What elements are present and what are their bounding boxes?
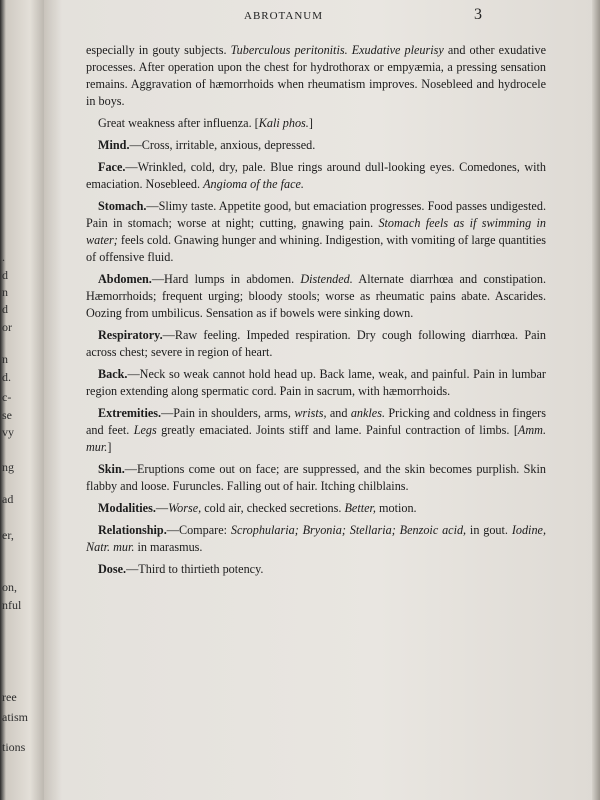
body-text: — xyxy=(155,501,169,515)
body-text: —Wrinkled, cold, dry, pale. Blue rings around dull-looking eyes. Comedones, with emaciation. Nosebleed. xyxy=(86,160,546,191)
section-heading: Skin. xyxy=(98,462,125,476)
body-text: ] xyxy=(107,440,112,454)
previous-page-text-fragment: d xyxy=(2,302,8,316)
body-text: —Pain in shoulders, arms, xyxy=(161,406,295,420)
previous-page-text-fragment: atism xyxy=(2,710,28,724)
previous-page-text-fragment: c- xyxy=(2,390,12,404)
body-text: motion. xyxy=(375,501,417,515)
paragraph xyxy=(86,198,546,266)
body-text: —Third to thirtieth potency. xyxy=(126,562,264,576)
body-text: cold air, checked secretions. xyxy=(201,501,345,515)
body-text: Pricking and coldness in fingers and feet. xyxy=(86,406,546,437)
body-text: ] xyxy=(308,116,313,130)
body-text: —Slimy taste. Appetite good, but emaciation progresses. Food passes undigested. Pain in stomach; worse at night; cutting, gnawing pain. xyxy=(86,199,546,230)
previous-page-text-fragment: ree xyxy=(2,690,17,704)
paragraph xyxy=(86,271,546,322)
body-text: and other exudative processes. After operation upon the chest for hydrothorax or empyæmia, a pressing sensation remains. Aggravation of hæmorrhoids when rheumatism improves. Nosebleed and hydrocele in boys. xyxy=(86,43,546,108)
body-text: in marasmus. xyxy=(134,540,203,554)
previous-page-text-fragment: n xyxy=(2,285,8,299)
body-text: —Hard lumps in abdomen. xyxy=(151,272,301,286)
italic-text: Angioma of the face. xyxy=(203,177,304,191)
previous-page-text-fragment: ad xyxy=(2,492,14,506)
paragraph xyxy=(86,42,546,110)
section-heading: Mind. xyxy=(98,138,130,152)
section-heading: Dose. xyxy=(98,562,127,576)
body-text: —Compare: xyxy=(166,523,231,537)
running-head: ABROTANUM xyxy=(244,10,324,22)
body-text: —Cross, irritable, anxious, depressed. xyxy=(129,138,316,152)
body-text: —Raw feeling. Impeded respiration. Dry cough following diarrhœa. Pain across chest; severe in region of heart. xyxy=(86,328,546,359)
previous-page-text-fragment: d. xyxy=(2,370,11,384)
paragraph xyxy=(86,366,546,400)
body-text: in gout. xyxy=(466,523,512,537)
paragraph xyxy=(86,405,546,456)
body-text: and xyxy=(326,406,351,420)
italic-text: ankles. xyxy=(350,406,386,420)
body-text: especially in gouty subjects. xyxy=(86,43,231,57)
page-number: 3 xyxy=(474,6,482,23)
paragraph xyxy=(86,159,546,193)
previous-page-text-fragment: er, xyxy=(2,528,14,542)
paragraph xyxy=(86,115,546,132)
previous-page-text-fragment: nful xyxy=(2,598,22,612)
section-heading: Face. xyxy=(98,160,126,174)
italic-text: Distended. xyxy=(300,272,353,286)
body-text: feels cold. Gnawing hunger and whining. Indigestion, with vomiting of large quantities of offensive fluid. xyxy=(86,233,546,264)
previous-page-text-fragment: or xyxy=(2,320,12,334)
paragraph xyxy=(86,500,546,517)
previous-page-text-fragment: vy xyxy=(2,425,14,439)
page-fore-edge xyxy=(592,0,600,800)
section-heading: Respiratory. xyxy=(98,328,163,342)
page-body xyxy=(86,42,546,583)
section-heading: Extremities. xyxy=(98,406,162,420)
previous-page-text-fragment: . xyxy=(2,250,5,264)
italic-text: Iodine, Natr. mur. xyxy=(86,523,546,554)
section-heading: Back. xyxy=(98,367,128,381)
italic-text: Worse, xyxy=(168,501,202,515)
italic-text: Better, xyxy=(344,501,376,515)
italic-text: Kali phos. xyxy=(258,116,309,130)
paragraph xyxy=(86,327,546,361)
body-text: Alternate diarrhœa and constipation. Hæmorrhoids; frequent urging; bloody stools; worse as rheumatic pains abate. Ascarides. Oozing from umbilicus. Sensation as if bowels were sinking down. xyxy=(86,272,546,320)
paragraph xyxy=(86,561,546,578)
body-text: —Neck so weak cannot hold head up. Back lame, weak, and painful. Pain in lumbar region extending along spermatic cord. Pain in sacrum, with hæmorrhoids. xyxy=(86,367,546,398)
paragraph xyxy=(86,137,546,154)
body-text: Great weakness after influenza. [ xyxy=(98,116,259,130)
paragraph xyxy=(86,461,546,495)
paragraph xyxy=(86,522,546,556)
previous-page-text-fragment: n xyxy=(2,352,8,366)
previous-page-edge xyxy=(0,0,44,800)
italic-text: Tuberculous peritonitis. Exudative pleurisy xyxy=(230,43,444,57)
body-text: greatly emaciated. Joints stiff and lame. Painful contraction of limbs. [ xyxy=(156,423,518,437)
italic-text: Stomach feels as if swimming in water; xyxy=(86,216,546,247)
book-page xyxy=(44,0,600,800)
section-heading: Relationship. xyxy=(98,523,167,537)
section-heading: Modalities. xyxy=(98,501,156,515)
previous-page-text-fragment: ng xyxy=(2,460,14,474)
italic-text: Amm. mur. xyxy=(86,423,546,454)
previous-page-text-fragment: d xyxy=(2,268,8,282)
previous-page-text-fragment: se xyxy=(2,408,12,422)
italic-text: wrists, xyxy=(294,406,327,420)
body-text: —Eruptions come out on face; are suppressed, and the skin becomes purplish. Skin flabby and loose. Furuncles. Falling out of hair. Itching chilblains. xyxy=(86,462,546,493)
section-heading: Abdomen. xyxy=(98,272,152,286)
previous-page-text-fragment: tions xyxy=(2,740,26,754)
italic-text: Scrophularia; Bryonia; Stellaria; Benzoic acid, xyxy=(230,523,467,537)
italic-text: Legs xyxy=(133,423,157,437)
section-heading: Stomach. xyxy=(98,199,147,213)
previous-page-text-fragment: on, xyxy=(2,580,17,594)
